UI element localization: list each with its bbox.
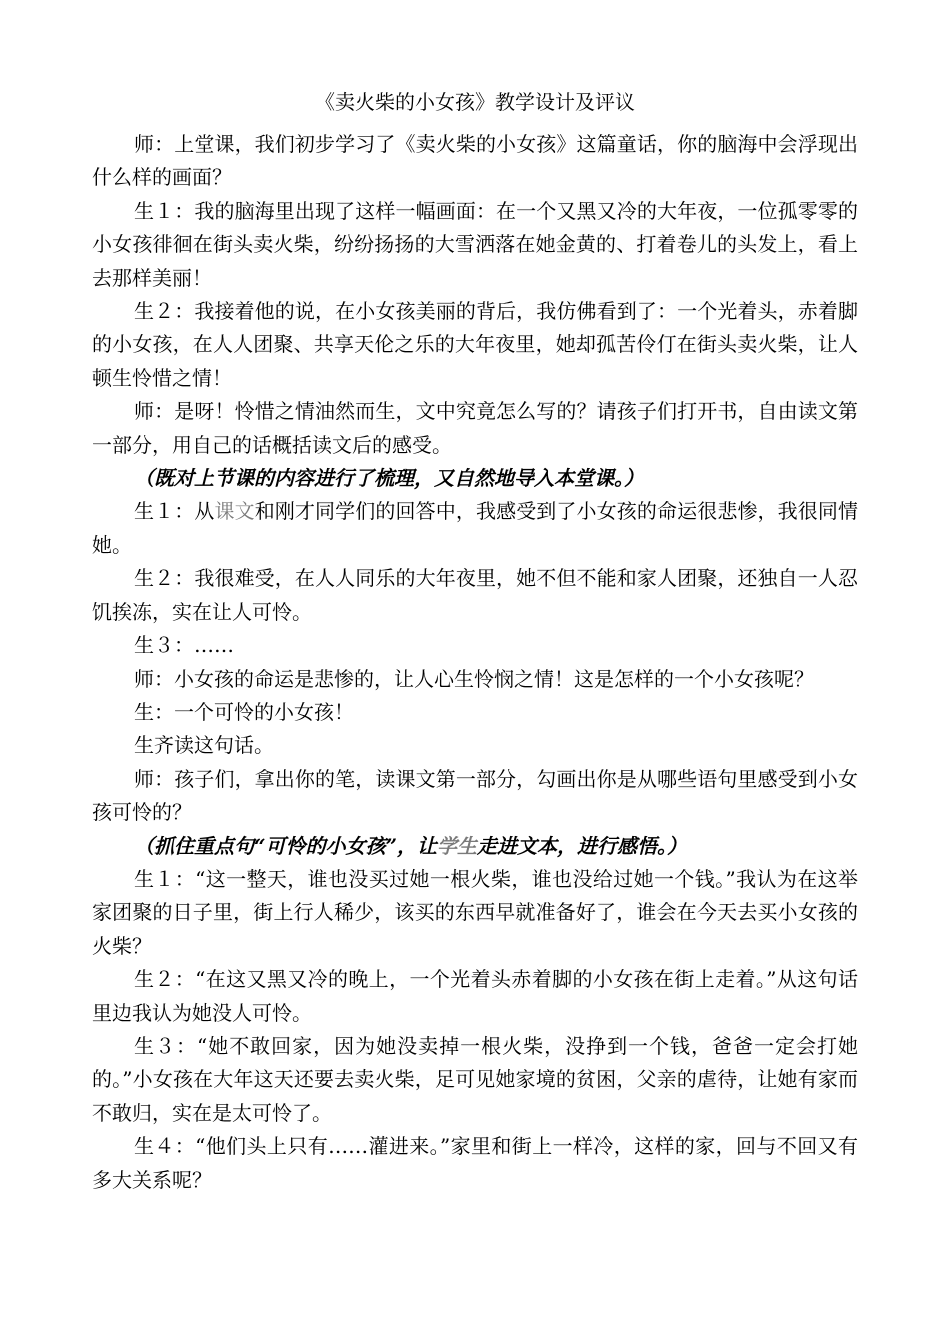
paragraph-7: 生３：…… [134, 633, 234, 658]
paragraph-2: 生１：我的脑海里出现了这样一幅画面：在一个又黑又冷的大年夜，一位孤零零的小女孩徘徊在街头卖火柴，纷纷扬扬的大雪洒落在她金黄的、打着卷儿的头发上，看上去那样美丽！ [92, 198, 858, 290]
paragraph-12: 生１：“这一整天，谁也没买过她一根火柴，谁也没给过她一个钱。”我认为在这举家团聚的日子里，街上行人稀少，该买的东西早就准备好了，谁会在今天去买小女孩的火柴？ [92, 866, 858, 958]
paragraph-5 [92, 495, 858, 562]
paragraph-14: 生３：“她不敢回家，因为她没卖掉一根火柴，没挣到一个钱，爸爸一定会打她的。”小女孩在大年这天还要去卖火柴，足可见她家境的贫困，父亲的虐待，让她有家而不敢归，实在是太可怜了。 [92, 1033, 858, 1125]
paragraph-5-highlight: 课文 [214, 499, 255, 524]
paragraph-8: 师：小女孩的命运是悲惨的，让人心生怜悯之情！这是怎样的一个小女孩呢？ [134, 666, 814, 691]
paragraph-11: 师：孩子们，拿出你的笔，读课文第一部分，勾画出你是从哪些语句里感受到小女孩可怜的？ [92, 766, 858, 825]
commentary-2-highlight: 学生 [437, 833, 478, 858]
paragraph-9: 生：一个可怜的小女孩！ [134, 699, 354, 724]
paragraph-5-before: 生１：从 [134, 499, 215, 524]
paragraph-3: 生２：我接着他的说，在小女孩美丽的背后，我仿佛看到了：一个光着头，赤着脚的小女孩，在人人团聚、共享天伦之乐的大年夜里，她却孤苦伶仃在街头卖火柴，让人顿生怜惜之情！ [92, 299, 858, 390]
document-page [92, 88, 858, 1197]
paragraph-5-after: 和刚才同学们的回答中，我感受到了小女孩的命运很悲惨，我很同情她。 [92, 499, 859, 557]
commentary-2 [92, 830, 858, 863]
commentary-1: （既对上节课的内容进行了梳理，又自然地导入本堂课。） [134, 466, 644, 491]
paragraph-6: 生２：我很难受，在人人同乐的大年夜里，她不但不能和家人团聚，还独自一人忍饥挨冻，实在让人可怜。 [92, 566, 858, 624]
paragraph-4: 师：是呀！怜惜之情油然而生，文中究竟怎么写的？请孩子们打开书，自由读文第一部分，用自己的话概括读文后的感受。 [92, 399, 858, 457]
paragraph-15: 生４：“他们头上只有……灌进来。”家里和街上一样冷，这样的家，回与不回又有多大关系呢？ [92, 1134, 858, 1192]
commentary-2-after: 走进文本，进行感悟。） [477, 833, 688, 858]
document-title: 《卖火柴的小女孩》教学设计及评议 [315, 90, 635, 114]
commentary-2-before: （抓住重点句“可怜的小女孩”，让 [134, 833, 438, 858]
paragraph-10: 生齐读这句话。 [134, 733, 274, 758]
paragraph-13: 生２：“在这又黑又冷的晚上，一个光着头赤着脚的小女孩在街上走着。”从这句话里边我认为她没人可怜。 [92, 967, 858, 1025]
paragraph-1: 师：上堂课，我们初步学习了《卖火柴的小女孩》这篇童话，你的脑海中会浮现出什么样的画面？ [92, 132, 858, 190]
